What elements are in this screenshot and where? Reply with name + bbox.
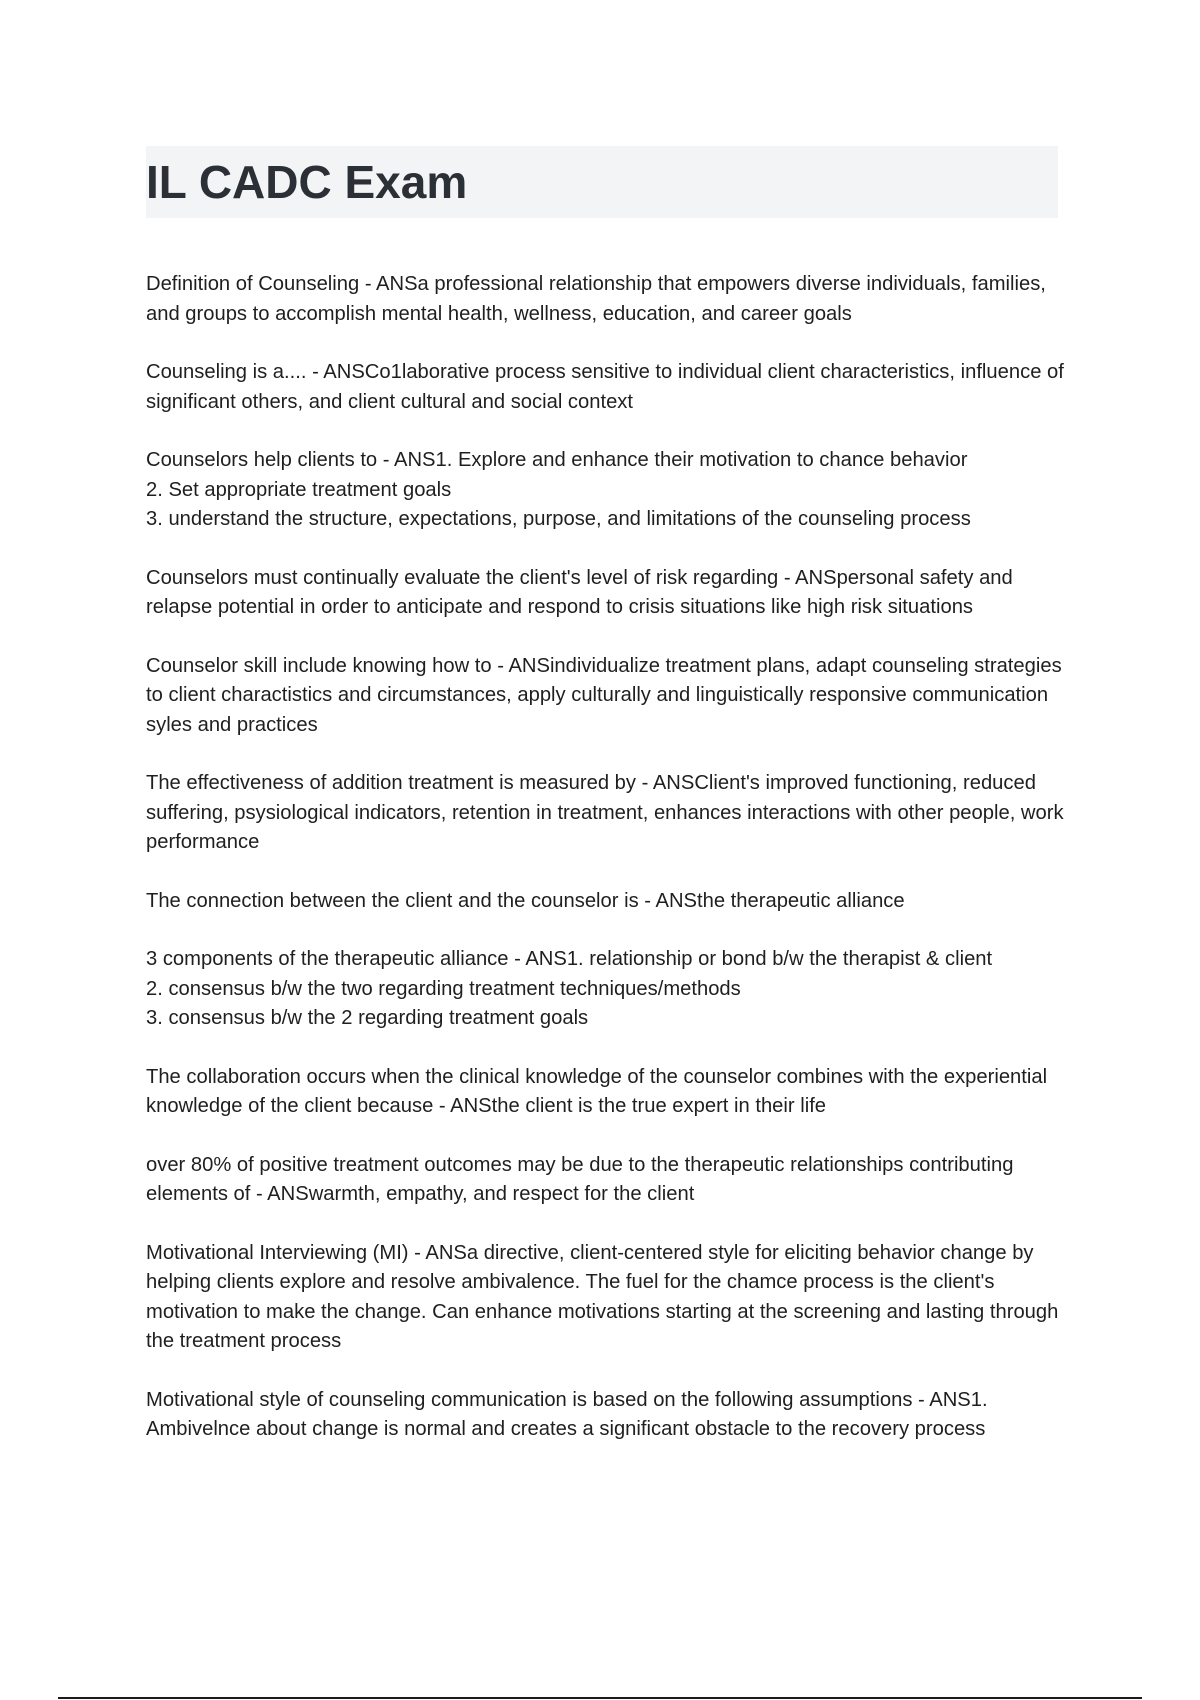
qa-entry-motivational-style: Motivational style of counseling communication is based on the following assumptions - ANS1. Ambivelnce about change is normal and creates a significant obstacle to the recovery process <box>146 1388 988 1440</box>
qa-entry-definition-of-counseling: Definition of Counseling - ANSa professional relationship that empowers diverse individuals, families, and groups to accomplish mental health, wellness, education, and career goals <box>146 273 1046 325</box>
qa-entry-counselors-help-clients: Counselors help clients to - ANS1. Explore and enhance their motivation to chance behavior 2. Set appropriate treatment goals 3. understand the structure, expectations, purpose, and limitations of the counseling process <box>146 449 971 530</box>
qa-entry-risk-evaluation: Counselors must continually evaluate the client's level of risk regarding - ANSpersonal safety and relapse potential in order to anticipate and respond to crisis situations like high risk situations <box>146 566 1013 618</box>
qa-list <box>146 270 1066 1474</box>
qa-entry-motivational-interviewing: Motivational Interviewing (MI) - ANSa directive, client-centered style for eliciting behavior change by helping clients explore and resolve ambivalence. The fuel for the chamce process is the client's motivation to make the change. Can enhance motivations starting at the screening and lasting through the treatment process <box>146 1241 1059 1352</box>
qa-entry-collaboration: The collaboration occurs when the clinical knowledge of the counselor combines with the experiential knowledge of the client because - ANSthe client is the true expert in their life <box>146 1065 1048 1117</box>
qa-entry-client-counselor-connection: The connection between the client and the counselor is - ANSthe therapeutic alliance <box>146 889 905 912</box>
qa-entry-therapeutic-alliance-components: 3 components of the therapeutic alliance - ANS1. relationship or bond b/w the therapist & client 2. consensus b/w the two regarding treatment techniques/methods 3. consensus b/w the 2 regarding treatment goals <box>146 948 993 1029</box>
page-title: IL CADC Exam <box>146 156 468 208</box>
title-band <box>146 146 1058 218</box>
qa-entry-treatment-effectiveness: The effectiveness of addition treatment is measured by - ANSClient's improved functioning, reduced suffering, psysiological indicators, retention in treatment, enhances interactions with other people, work performance <box>146 772 1064 853</box>
qa-entry-counseling-is: Counseling is a.... - ANSCo1laborative process sensitive to individual client characteristics, influence of significant others, and client cultural and social context <box>146 361 1064 413</box>
footer-divider <box>58 1697 1142 1699</box>
qa-entry-counselor-skill: Counselor skill include knowing how to - ANSindividualize treatment plans, adapt counseling strategies to client charactistics and circumstances, apply culturally and linguistically responsive communication syles and practices <box>146 654 1062 736</box>
qa-entry-positive-outcomes: over 80% of positive treatment outcomes may be due to the therapeutic relationships contributing elements of - ANSwarmth, empathy, and respect for the client <box>146 1153 1014 1205</box>
